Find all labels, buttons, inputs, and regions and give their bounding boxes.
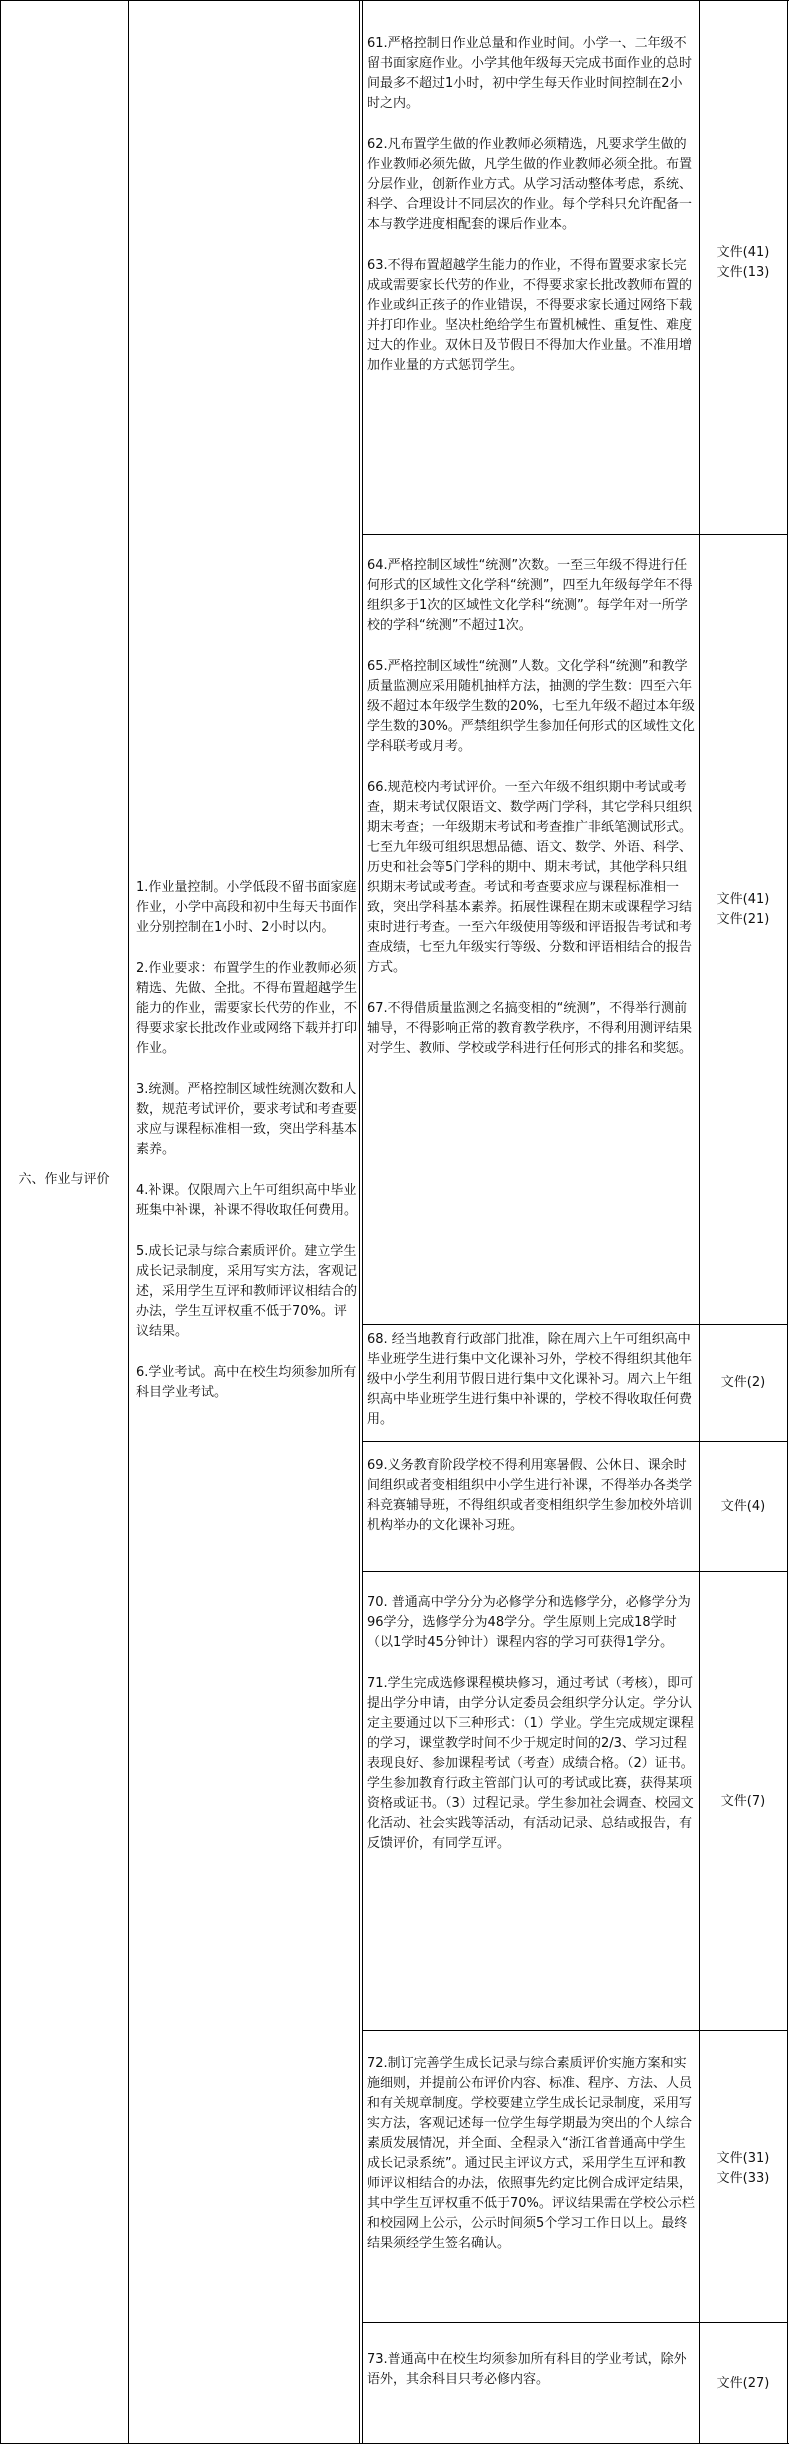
reference-link[interactable]: 文件(4) [720,1499,766,1514]
reference-cell [700,243,786,283]
provision-cell [367,1456,695,1536]
reference-link[interactable]: 文件(2) [720,1375,766,1390]
reference-cell [700,1373,786,1393]
provision-item: 68. 经当地教育行政部门批准，除在周六上午可组织高中毕业班学生进行集中文化课补习外，学校不得组织其他年级中小学生利用节假日进行集中文化课补习。周六上午组织高中毕业班学生进行集中补课的，学校不得收取任何费用。 [367,1332,693,1427]
summary-cell [136,878,358,1403]
provision-cell [367,34,695,376]
column-divider-1 [128,0,129,2444]
summary-item: 6.学业考试。高中在校生均须参加所有科目学业考试。 [136,1365,357,1400]
provision-item: 66.规范校内考试评价。一至六年级不组织期中考试或考查，期末考试仅限语文、数学两门学科，其它学科只组织期末考查；一年级期末考试和考查推广非纸笔测试形式。七至九年级可组织思想品德、语文、数学、外语、科学、历史和社会等5门学科的期中、期末考试，其他学科只组织期末考试或考查。考试和考查要求应与课程标准相一致，突出学科基本素养。拓展性课程在期末或课程学习结束时进行考查。一至六年级使用等级和评语报告考试和考查成绩，七至九年级实行等级、分数和评语相结合的报告方式。 [367,780,693,975]
reference-link[interactable]: 文件(27) [716,2376,770,2391]
summary-item: 5.成长记录与综合素质评价。建立学生成长记录制度，采用写实方法，客观记述，采用学生互评和教师评议相结合的办法，学生互评权重不低于70%。评议结果。 [136,1244,358,1339]
provision-item: 73.普通高中在校生均须参加所有科目的学业考试，除外语外，其余科目只考必修内容。 [367,2352,687,2387]
reference-link[interactable]: 文件(41) [716,892,770,907]
table-border-left [0,0,1,2444]
row-divider [362,2030,788,2031]
category-label: 六、作业与评价 [18,1172,110,1187]
summary-item: 4.补课。仅限周六上午可组织高中毕业班集中补课，补课不得收取任何费用。 [136,1183,358,1218]
reference-cell [700,1497,786,1517]
reference-cell [700,2149,786,2189]
provision-item: 67.不得借质量监测之名搞变相的“统测”，不得举行测前辅导，不得影响正常的教育教学秩序，不得利用测评结果对学生、教师、学校或学科进行任何形式的排名和奖惩。 [367,1001,693,1056]
provision-item: 65.严格控制区域性“统测”人数。文化学科“统测”和教学质量监测应采用随机抽样方法，抽测的学生数：四至六年级不超过本年级学生数的20%，七至九年级不超过本年级学生数的30%。严禁组织学生参加任何形式的区域性文化学科联考或月考。 [367,659,695,754]
provision-cell [367,1593,695,1854]
reference-link[interactable]: 文件(13) [716,265,770,280]
row-divider [362,1441,788,1442]
provision-item: 62.凡布置学生做的作业教师必须精选，凡要求学生做的作业教师必须先做，凡学生做的作业教师必须全批。布置分层作业，创新作业方式。从学习活动整体考虑，系统、科学、合理设计不同层次的作业。每个学科只允许配备一本与教学进度相配套的课后作业本。 [367,137,693,232]
column-divider-3 [699,0,700,2444]
provision-item: 63.不得布置超越学生能力的作业，不得布置要求家长完成或需要家长代劳的作业，不得要求家长批改教师布置的作业或纠正孩子的作业错误，不得要求家长通过网络下载并打印作业。坚决杜绝给学生布置机械性、重复性、难度过大的作业。双休日及节假日不得加大作业量。不准用增加作业量的方式惩罚学生。 [367,258,693,373]
summary-item: 2.作业要求：布置学生的作业教师必须精选、先做、全批。不得布置超越学生能力的作业，需要家长代劳的作业，不得要求家长批改作业或网络下载并打印作业。 [136,961,358,1056]
reference-cell [700,2374,786,2394]
summary-item: 3.统测。严格控制区域性统测次数和人数，规范考试评价，要求考试和考查要求应与课程标准相一致，突出学科基本素养。 [136,1082,358,1157]
table-border-right [787,0,788,2444]
reference-link[interactable]: 文件(7) [720,1794,766,1809]
provision-cell [367,2054,695,2254]
reference-link[interactable]: 文件(33) [716,2171,770,2186]
reference-link[interactable]: 文件(21) [716,912,770,927]
column-divider-2b [362,0,363,2444]
reference-link[interactable]: 文件(41) [716,245,770,260]
reference-cell [700,1792,786,1812]
reference-link[interactable]: 文件(31) [716,2151,770,2166]
reference-cell [700,890,786,930]
provision-item: 70. 普通高中学分分为必修学分和选修学分，必修学分为96学分，选修学分为48学分。学生原则上完成18学时（以1学时45分钟计）课程内容的学习可获得1学分。 [367,1595,691,1650]
provision-item: 69.义务教育阶段学校不得利用寒暑假、公休日、课余时间组织或者变相组织中小学生进行补课，不得举办各类学科竞赛辅导班，不得组织或者变相组织学生参加校外培训机构举办的文化课补习班。 [367,1458,693,1533]
provision-cell [367,1330,695,1430]
provision-cell [367,2350,695,2390]
row-divider [362,1324,788,1325]
summary-item: 1.作业量控制。小学低段不留书面家庭作业，小学中高段和初中生每天书面作业分别控制在1小时、2小时以内。 [136,880,358,935]
column-divider-2 [359,0,360,2444]
row-divider [362,2322,788,2323]
provision-cell [367,556,695,1059]
provision-item: 71.学生完成选修课程模块修习，通过考试（考核），即可提出学分申请，由学分认定委员会组织学分认定。学分认定主要通过以下三种形式：（1）学业。学生完成规定课程的学习，课堂教学时间不少于规定时间的2/3、学习过程表现良好、参加课程考试（考查）成绩合格。（2）证书。学生参加教育行政主管部门认可的考试或比赛，获得某项资格或证书。（3）过程记录。学生参加社会调查、校园文化活动、社会实践等活动，有活动记录、总结或报告，有反馈评价，有同学互评。 [367,1676,694,1851]
table-border-top [0,0,789,1]
row-divider [362,534,788,535]
provision-item: 72.制订完善学生成长记录与综合素质评价实施方案和实施细则，并提前公布评价内容、标准、程序、方法、人员和有关规章制度。学校要建立学生成长记录制度，采用写实方法，客观记述每一位学生每学期最为突出的个人综合素质发展情况，并全面、全程录入“浙江省普通高中学生成长记录系统”。通过民主评议方式，采用学生互评和教师评议相结合的办法，依照事先约定比例合成评定结果，其中学生互评权重不低于70%。评议结果需在学校公示栏和校园网上公示，公示时间须5个学习工作日以上。最终结果须经学生签名确认。 [367,2056,695,2251]
row-divider [362,1571,788,1572]
provision-item: 64.严格控制区域性“统测”次数。一至三年级不得进行任何形式的区域性文化学科“统测”，四至九年级每学年不得组织多于1次的区域性文化学科“统测”。每学年对一所学校的学科“统测”不超过1次。 [367,558,693,633]
provision-item: 61.严格控制日作业总量和作业时间。小学一、二年级不留书面家庭作业。小学其他年级每天完成书面作业的总时间最多不超过1小时，初中学生每天作业时间控制在2小时之内。 [367,36,693,111]
